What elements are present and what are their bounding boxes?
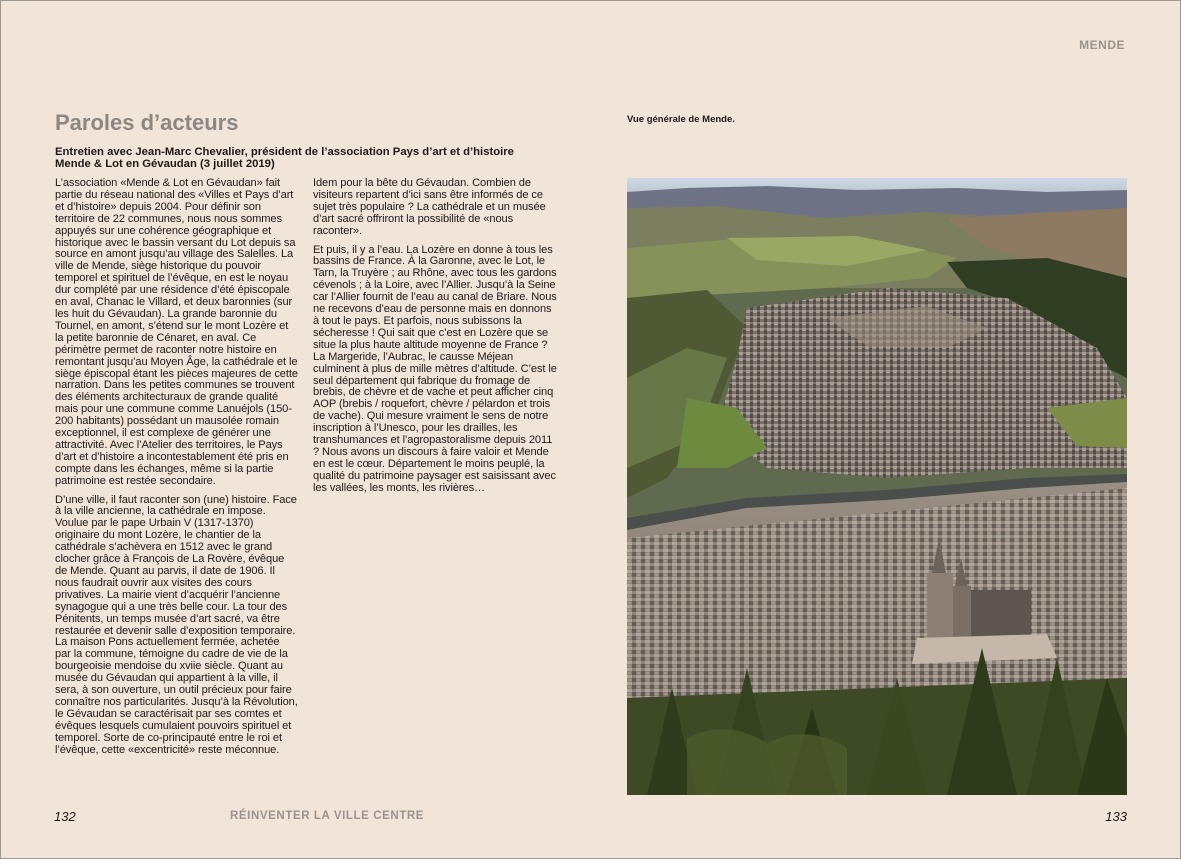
text-column-right	[313, 178, 557, 502]
page-number-left: 132	[54, 809, 76, 824]
photo-caption: Vue générale de Mende.	[627, 114, 735, 125]
page-number-right: 133	[1105, 809, 1127, 824]
paragraph: D’une ville, il faut raconter son (une) histoire. Face à la ville ancienne, la cathédrale en impose. Voulue par le pape Urbain V (1317-1370) originaire du mont Lozère, le chantier de la cathédrale s’achèvera en 1512 avec le grand clocher grâce à François de La Rovère, évêque de Mende. Quant au parvis, il date de 1906. Il nous faudrait ouvrir aux visites des cours privatives. La mairie vient d’acquérir l’ancienne synagogue qui a une très belle cour. La tour des Pénitents, un temps musée d’art sacré, va être restaurée et devenir salle d’exposition temporaire. La maison Pons actuellement fermée, achetée par la commune, témoigne du cadre de vie de la bourgeoisie mendoise du xviie siècle. Quant au musée du Gévaudan qui appartient à la ville, il sera, à son ouverture, un outil précieux pour faire connaître nos particularités. Jusqu’à la Révolution, le Gévaudan se caractérisait par ses comtes et évêques lesquels cumulaient pouvoirs spirituel et temporel. Sorte de co-principauté entre le roi et l’évêque, cette «excentricité» reste méconnue.	[55, 493, 298, 756]
running-head: MENDE	[1079, 38, 1125, 52]
paragraph: Idem pour la bête du Gévaudan. Combien de visiteurs repartent d’ici sans être informés de ce sujet très populaire ? La cathédrale et un musée d’art sacré offriront la possibilité de «nous raconter».	[313, 177, 546, 237]
paragraph: Et puis, il y a l’eau. La Lozère en donne à tous les bassins de France. À la Garonne, avec le Lot, le Tarn, la Truyère ; au Rhône, avec tous les gardons cévenols ; à la Loire, avec l’Allier. Jusqu’à la Seine car l’Allier fournit de l’eau au canal de Briare. Nous ne recevons d’eau de personne mais en donnons à tout le pays. Et parfois, nous subissons la sécheresse ! Qui sait que c’est en Lozère que se situe la plus haute altitude moyenne de France ? La Margeride, l’Aubrac, le causse Méjean culminent à plus de mille mètres d’altitude. C’est le seul département qui fabrique du fromage de brebis, de chèvre et de vache et peut afficher cinq AOP (brebis / roquefort, chèvre / pélardon et trois de vache). Qui mesure vraiment le sens de notre inscription à l’Unesco, pour les drailles, les transhumances et l’agropastoralisme depuis 2011 ? Nous avons un discours à faire valoir et Mende en est le cœur. Département le moins peuplé, la qualité du patrimoine paysager est saisissant avec les vallées, les monts, les rivières…	[313, 243, 557, 494]
mende-aerial-photo	[627, 178, 1127, 795]
interview-intro: Entretien avec Jean-Marc Chevalier, président de l’association Pays d’art et d’histoire Mende & Lot en Gévaudan (3 juillet 2019)	[55, 146, 514, 171]
book-title: RÉINVENTER LA VILLE CENTRE	[230, 810, 425, 822]
section-title: Paroles d’acteurs	[55, 110, 239, 135]
paragraph: L’association «Mende & Lot en Gévaudan» fait partie du réseau national des «Villes et Pays d’art et d’histoire» depuis 2004. Pour définir son territoire de 22 communes, nous nous sommes appuyés sur une cohérence géographique et historique avec le bassin versant du Lot depuis sa source en amont jusqu’au village des Salelles. La ville de Mende, siège historique du pouvoir temporel et spirituel de l’évêque, en est le noyau dur complété par une résidence d’été épiscopale en aval, Chanac le Villard, et deux baronnies (sur les huit du Gévaudan). La grande baronnie du Tournel, en amont, s’étend sur le mont Lozère et la petite baronnie de Cénaret, en aval. Ce périmètre permet de raconter notre histoire en remontant jusqu’au Moyen Âge, la cathédrale et le siège épiscopal étant les pièces majeures de cette narration. Dans les petites communes se trouvent des éléments architecturaux de grande qualité mais pour une commune comme Lanuéjols (150-200 habitants) possédant un mausolée romain exceptionnel, il est complexe de générer une attractivité. Avec l’Atelier des territoires, le Pays d’art et d’histoire a incontestablement été pris en compte dans les échanges, même si la partie patrimoine est restée secondaire.	[55, 177, 298, 487]
text-column-left	[55, 178, 298, 764]
